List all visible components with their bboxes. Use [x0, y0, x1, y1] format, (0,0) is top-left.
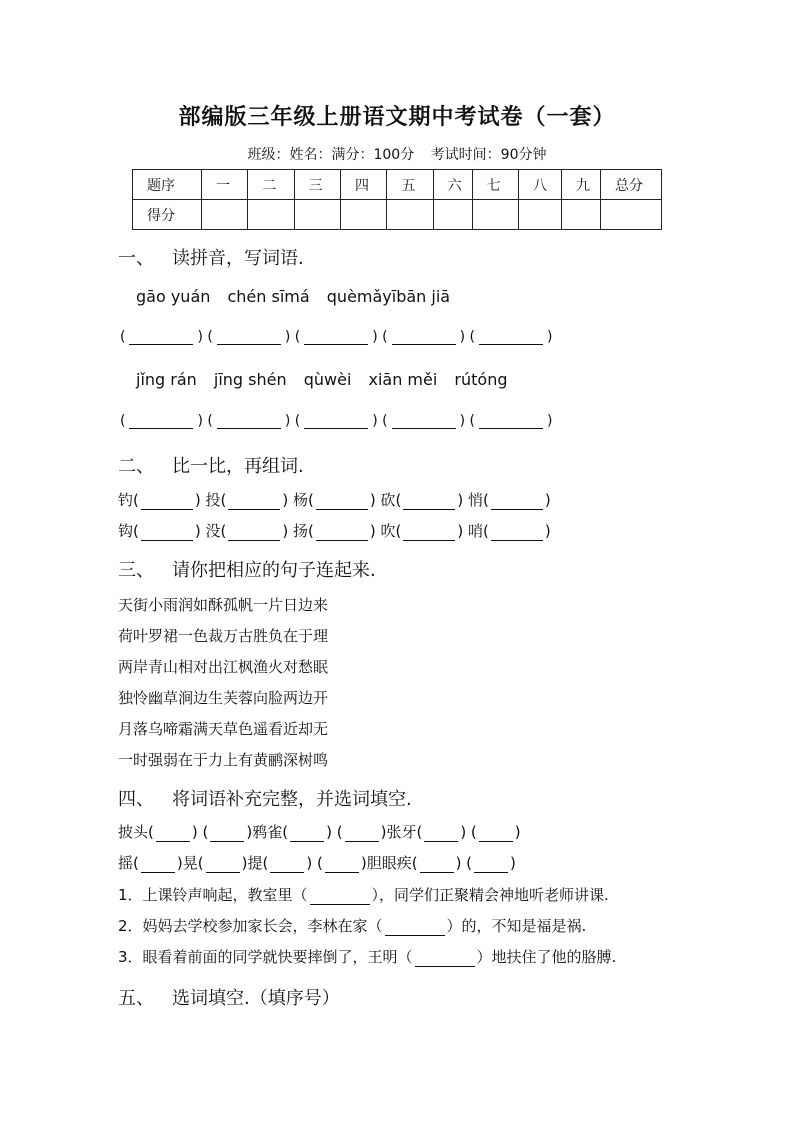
- pinyin-item: chén sīmá: [227, 287, 310, 306]
- fill-question-3: [118, 946, 616, 967]
- table-cell: 八: [519, 170, 562, 200]
- compare-char: 投: [205, 491, 221, 509]
- answer-blank[interactable]: [217, 330, 281, 345]
- question-text: ）的，不知是福是祸.: [446, 917, 587, 935]
- answer-blanks-row-1: ( ) ( ) ( ) ( ) ( ): [120, 329, 553, 345]
- answer-blank[interactable]: [424, 827, 458, 842]
- question-text: 1．上课铃声响起，教室里（: [118, 886, 308, 904]
- answer-blank[interactable]: [479, 414, 543, 429]
- fill-question-1: [118, 884, 609, 905]
- answer-blank[interactable]: [228, 526, 280, 541]
- answer-blank[interactable]: [141, 526, 193, 541]
- score-cell[interactable]: [202, 200, 248, 230]
- pinyin-row-1: [136, 287, 462, 306]
- section-3-heading: [118, 556, 376, 582]
- section-number: 五、: [118, 988, 154, 1009]
- table-cell: 一: [202, 170, 248, 200]
- answer-blank[interactable]: [316, 495, 368, 510]
- table-cell: 五: [387, 170, 433, 200]
- idiom-row-2: 摇( )晃( )提( ) ( )胆眼疾( ) ( ): [118, 854, 516, 872]
- section-title: 选词填空.（填序号）: [172, 988, 340, 1009]
- score-table: [132, 169, 662, 230]
- answer-blank[interactable]: [325, 858, 359, 873]
- compare-char: 悄: [468, 491, 484, 509]
- answer-blank[interactable]: [479, 330, 543, 345]
- answer-blank[interactable]: [491, 495, 543, 510]
- answer-blank[interactable]: [479, 827, 513, 842]
- answer-blank[interactable]: [420, 858, 454, 873]
- score-table-score-row: [133, 200, 662, 230]
- answer-blank[interactable]: [304, 330, 368, 345]
- table-cell: 题序: [133, 170, 202, 200]
- pinyin-item: rútóng: [454, 370, 508, 389]
- exam-title: 部编版三年级上册语文期中考试卷（一套）: [178, 104, 616, 130]
- score-table-header-row: [133, 170, 662, 200]
- compare-char: 钩: [118, 522, 134, 540]
- section-title: 将词语补充完整，并选词填空.: [172, 789, 412, 810]
- section-number: 一、: [118, 248, 154, 269]
- fill-question-2: [118, 915, 586, 936]
- pinyin-item: gāo yuán: [136, 287, 211, 306]
- pinyin-item: jǐng rán: [136, 370, 197, 389]
- score-cell[interactable]: [472, 200, 518, 230]
- question-text: 2．妈妈去学校参加家长会，李林在家（: [118, 917, 383, 935]
- question-text: 3．眼看着前面的同学就快要摔倒了，王明（: [118, 948, 413, 966]
- pinyin-item: qùwèi: [303, 370, 352, 389]
- exam-info: [0, 144, 794, 164]
- score-cell[interactable]: [433, 200, 472, 230]
- table-cell: 六: [433, 170, 472, 200]
- question-text: ）地扶住了他的胳膊.: [476, 948, 617, 966]
- answer-blank[interactable]: [403, 495, 455, 510]
- section-2-heading: [118, 452, 304, 478]
- compare-char: 吹: [380, 522, 396, 540]
- answer-blank[interactable]: [310, 890, 370, 905]
- class-name-score-label: 班级：姓名：满分：100分: [247, 147, 415, 163]
- answer-blank[interactable]: [385, 921, 445, 936]
- compare-char: 扬: [293, 522, 309, 540]
- table-cell: 三: [294, 170, 340, 200]
- answer-blank[interactable]: [304, 414, 368, 429]
- table-cell: 总分: [601, 170, 662, 200]
- section-title: 读拼音，写词语.: [172, 248, 304, 269]
- score-cell[interactable]: [519, 200, 562, 230]
- compare-row-1: 钓( ) 投( ) 杨( ) 砍( ) 悄( ): [118, 491, 551, 509]
- answer-blank[interactable]: [474, 858, 508, 873]
- table-cell: 九: [562, 170, 601, 200]
- match-line: 荷叶罗裙一色裁万古胜负在于理: [118, 627, 329, 645]
- exam-time-label: 考试时间：90分钟: [430, 147, 547, 163]
- section-5-heading: [118, 984, 340, 1010]
- answer-blank[interactable]: [392, 330, 456, 345]
- answer-blank[interactable]: [316, 526, 368, 541]
- section-number: 四、: [118, 789, 154, 810]
- section-number: 三、: [118, 560, 154, 581]
- match-line: 两岸青山相对出江枫渔火对愁眠: [118, 658, 329, 676]
- pinyin-row-2: [136, 370, 519, 389]
- answer-blank[interactable]: [206, 858, 240, 873]
- section-number: 二、: [118, 456, 154, 477]
- answer-blank[interactable]: [270, 858, 304, 873]
- score-cell[interactable]: [601, 200, 662, 230]
- compare-char: 没: [205, 522, 221, 540]
- idiom-row-1: 披头( ) ( )鸦雀( ) ( )张牙( ) ( ): [118, 823, 521, 841]
- score-cell[interactable]: [387, 200, 433, 230]
- answer-blank[interactable]: [141, 495, 193, 510]
- idiom-text: 摇: [118, 854, 134, 872]
- score-cell[interactable]: [562, 200, 601, 230]
- answer-blank[interactable]: [403, 526, 455, 541]
- idiom-text: 披头: [118, 823, 149, 841]
- section-title: 比一比，再组词.: [172, 456, 304, 477]
- score-cell[interactable]: [340, 200, 386, 230]
- compare-row-2: 钩( ) 没( ) 扬( ) 吹( ) 哨( ): [118, 522, 551, 540]
- pinyin-item: quèmǎyībān jiā: [326, 287, 451, 306]
- section-1-heading: [118, 244, 304, 270]
- section-title: 请你把相应的句子连起来.: [172, 560, 376, 581]
- table-cell: 二: [248, 170, 294, 200]
- idiom-text: 鸦雀: [252, 823, 283, 841]
- table-cell: 得分: [133, 200, 202, 230]
- answer-blank[interactable]: [228, 495, 280, 510]
- compare-char: 哨: [468, 522, 484, 540]
- table-cell: 四: [340, 170, 386, 200]
- score-cell[interactable]: [294, 200, 340, 230]
- idiom-text: 晃: [182, 854, 198, 872]
- answer-blank[interactable]: [491, 526, 543, 541]
- compare-char: 杨: [293, 491, 309, 509]
- idiom-text: 提: [247, 854, 263, 872]
- pinyin-item: jīng shén: [213, 370, 287, 389]
- section-4-heading: [118, 785, 412, 811]
- match-line: 独怜幽草涧边生芙蓉向脸两边开: [118, 689, 329, 707]
- match-line: 一时强弱在于力上有黄鹂深树鸣: [118, 751, 329, 769]
- answer-blank[interactable]: [141, 858, 175, 873]
- compare-char: 砍: [380, 491, 396, 509]
- compare-char: 钓: [118, 491, 134, 509]
- answer-blanks-row-2: ( ) ( ) ( ) ( ) ( ): [120, 413, 553, 429]
- match-line: 月落乌啼霜满天草色遥看近却无: [118, 720, 329, 738]
- answer-blank[interactable]: [129, 330, 193, 345]
- answer-blank[interactable]: [210, 827, 244, 842]
- answer-blank[interactable]: [156, 827, 190, 842]
- answer-blank[interactable]: [415, 952, 475, 967]
- match-line: 天街小雨润如酥孤帆一片日边来: [118, 596, 329, 614]
- idiom-text: 胆眼疾: [366, 854, 412, 872]
- pinyin-item: xiān měi: [368, 370, 438, 389]
- answer-blank[interactable]: [129, 414, 193, 429]
- answer-blank[interactable]: [290, 827, 324, 842]
- answer-blank[interactable]: [345, 827, 379, 842]
- question-text: ），同学们正聚精会神地听老师讲课.: [371, 886, 609, 904]
- answer-blank[interactable]: [217, 414, 281, 429]
- idiom-text: 张牙: [386, 823, 417, 841]
- score-cell[interactable]: [248, 200, 294, 230]
- answer-blank[interactable]: [392, 414, 456, 429]
- table-cell: 七: [472, 170, 518, 200]
